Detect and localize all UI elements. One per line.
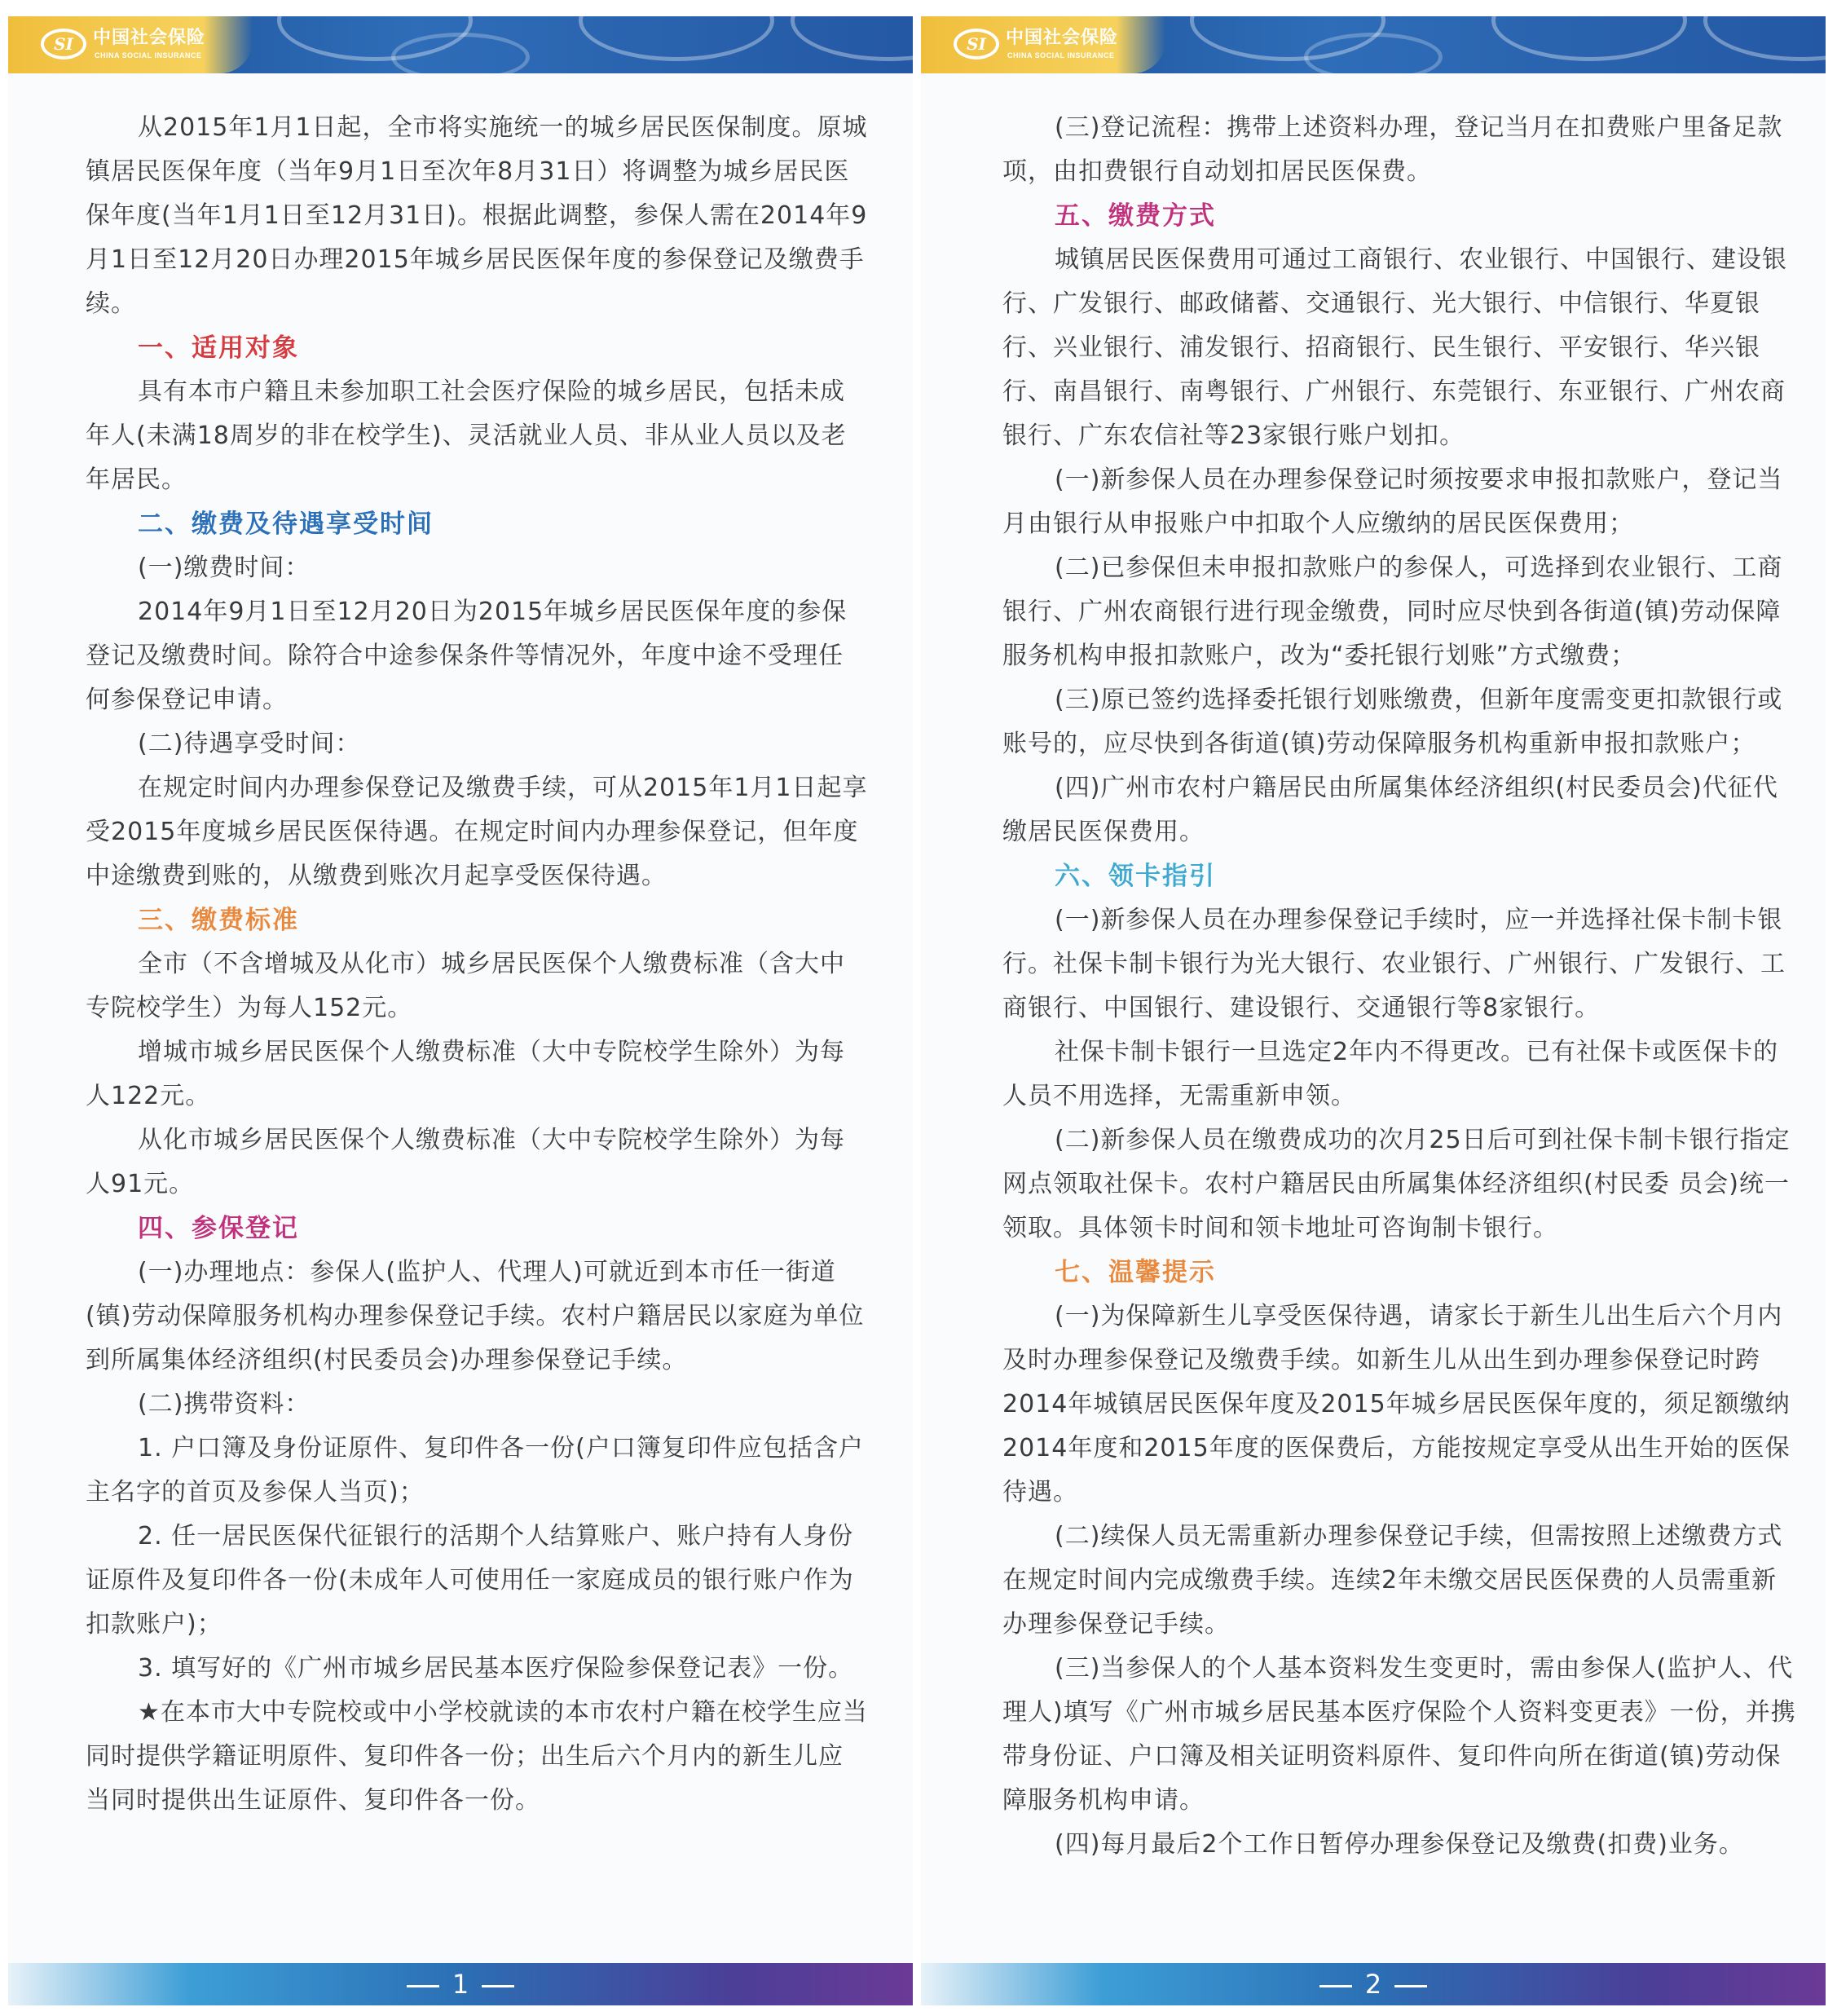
brand-name-en: CHINA SOCIAL INSURANCE: [1007, 51, 1115, 60]
brand-name-cn: 中国社会保险: [1006, 28, 1119, 48]
brand-name-cn: 中国社会保险: [93, 28, 206, 48]
section-heading-payment-standard: 三、缴费标准: [138, 906, 299, 935]
section-heading-card-guide: 六、领卡指引: [1055, 862, 1216, 891]
document-item-1: 1. 户口簿及身份证原件、复印件各一份(户口簿复印件应包括含户主名字的首页及参保人当页)；: [86, 1434, 864, 1506]
page-1: [8, 16, 913, 2005]
si-logo-icon: SI: [41, 29, 86, 60]
payment-method-item-2: (二)已参保但未申报扣款账户的参保人，可选择到农业银行、工商银行、广州农商银行进行现金缴费，同时应尽快到各街道(镇)劳动保障服务机构申报扣款账户，改为“委托银行划账”方式缴费；: [1002, 554, 1783, 670]
section-heading-eligibility: 一、适用对象: [138, 333, 299, 363]
payment-method-item-4: (四)广州市农村户籍居民由所属集体经济组织(村民委员会)代征代缴居民医保费用。: [1002, 774, 1778, 846]
subheading-payment-time: (一)缴费时间：: [138, 554, 311, 582]
page-header: [8, 16, 913, 73]
page-number-dash: [1394, 1985, 1427, 1987]
tip-item-3: (三)当参保人的个人基本资料发生变更时，需由参保人(监护人、代理人)填写《广州市城乡居民基本医疗保险个人资料变更表》一份，并携带身份证、户口簿及相关证明资料原件、复印件向所在街道(镇)劳动保障服务机构申请。: [1002, 1654, 1796, 1815]
section-heading-registration: 四、参保登记: [138, 1214, 299, 1243]
page-number: [8, 1970, 913, 1999]
page-2: [921, 16, 1826, 2005]
intro-paragraph: 从2015年1月1日起，全市将实施统一的城乡居民医保制度。原城镇居民医保年度（当年9月1日至次年8月31日）将调整为城乡居民医保年度(当年1月1日至12月31日)。根据此调整，参保人需在2014年9月1日至12月20日办理2015年城乡居民医保年度的参保登记及缴费手续。: [86, 113, 868, 318]
header-swoosh-decoration: [579, 16, 774, 61]
subheading-benefit-time: (二)待遇享受时间：: [138, 730, 361, 758]
registration-location-paragraph: (一)办理地点：参保人(监护人、代理人)可就近到本市任一街道(镇)劳动保障服务机构办理参保登记手续。农村户籍居民以家庭为单位到所属集体经济组织(村民委员会)办理参保登记手续。: [86, 1258, 865, 1374]
page-number: [921, 1970, 1826, 1999]
header-swoosh-decoration: [1491, 16, 1687, 61]
page-number-dash: [1319, 1985, 1352, 1987]
si-logo-icon: SI: [954, 29, 999, 60]
card-guide-item-1: (一)新参保人员在办理参保登记手续时，应一并选择社保卡制卡银行。社保卡制卡银行为光大银行、农业银行、广州银行、广发银行、工商银行、中国银行、建设银行、交通银行等8家银行。: [1002, 906, 1786, 1022]
logo-band: [921, 16, 1165, 73]
section-heading-tips: 七、温馨提示: [1055, 1258, 1216, 1287]
document-item-2: 2. 任一居民医保代征银行的活期个人结算账户、账户持有人身份证原件及复印件各一份(未成年人可使用任一家庭成员的银行账户作为扣款账户)；: [86, 1522, 854, 1639]
logo-band: [8, 16, 253, 73]
page-number-value: 1: [452, 1969, 469, 2000]
page-header: [921, 16, 1826, 73]
tip-item-4: (四)每月最后2个工作日暂停办理参保登记及缴费(扣费)业务。: [1055, 1830, 1744, 1859]
standard-conghua-paragraph: 从化市城乡居民医保个人缴费标准（大中专院校学生除外）为每人91元。: [86, 1126, 845, 1198]
payment-method-item-3: (三)原已签约选择委托银行划账缴费，但新年度需变更扣款银行或账号的，应尽快到各街道(镇)劳动保障服务机构重新申报扣款账户；: [1002, 686, 1783, 758]
payment-time-paragraph: 2014年9月1日至12月20日为2015年城乡居民医保年度的参保登记及缴费时间。除符合中途参保条件等情况外，年度中途不受理任何参保登记申请。: [86, 598, 848, 714]
page-number-dash: [482, 1985, 514, 1987]
eligibility-paragraph: 具有本市户籍且未参加职工社会医疗保险的城乡居民，包括未成年人(未满18周岁的非在校学生)、灵活就业人员、非从业人员以及老年居民。: [86, 377, 847, 494]
registration-process-paragraph: (三)登记流程：携带上述资料办理，登记当月在扣费账户里备足款项，由扣费银行自动划扣居民医保费。: [1002, 113, 1783, 186]
standard-citywide-paragraph: 全市（不含增城及从化市）城乡居民医保个人缴费标准（含大中专院校学生）为每人152元。: [86, 950, 845, 1022]
card-guide-note: 社保卡制卡银行一旦选定2年内不得更改。已有社保卡或医保卡的人员不用选择，无需重新申领。: [1002, 1038, 1779, 1110]
page-number-dash: [407, 1985, 439, 1987]
document-item-3: 3. 填写好的《广州市城乡居民基本医疗保险参保登记表》一份。: [138, 1654, 854, 1683]
standard-zengcheng-paragraph: 增城市城乡居民医保个人缴费标准（大中专院校学生除外）为每人122元。: [86, 1038, 845, 1110]
header-swoosh-decoration: [391, 33, 530, 73]
header-swoosh-decoration: [1703, 16, 1826, 61]
student-note-paragraph: ★在本市大中专院校或中小学校就读的本市农村户籍在校学生应当同时提供学籍证明原件、复印件各一份；出生后六个月内的新生儿应当同时提供出生证原件、复印件各一份。: [86, 1698, 868, 1815]
tip-item-2: (二)续保人员无需重新办理参保登记手续，但需按照上述缴费方式在规定时间内完成缴费手续。连续2年未缴交居民医保费的人员需重新办理参保登记手续。: [1002, 1522, 1783, 1639]
subheading-documents: (二)携带资料：: [138, 1390, 311, 1418]
page-number-value: 2: [1364, 1969, 1382, 2000]
page-footer: [921, 1963, 1826, 2005]
benefit-time-paragraph: 在规定时间内办理参保登记及缴费手续，可从2015年1月1日起享受2015年度城乡居民医保待遇。在规定时间内办理参保登记，但年度中途缴费到账的，从缴费到账次月起享受医保待遇。: [86, 774, 868, 890]
section-heading-payment-time: 二、缴费及待遇享受时间: [138, 510, 434, 539]
card-guide-item-2: (二)新参保人员在缴费成功的次月25日后可到社保卡制卡银行指定网点领取社保卡。农村户籍居民由所属集体经济组织(村民委 员会)统一领取。具体领卡时间和领卡地址可咨询制卡银行。: [1002, 1126, 1791, 1242]
brand-name-en: CHINA SOCIAL INSURANCE: [95, 51, 202, 60]
banks-paragraph: 城镇居民医保费用可通过工商银行、农业银行、中国银行、建设银行、广发银行、邮政储蓄、交通银行、光大银行、中信银行、华夏银行、兴业银行、浦发银行、招商银行、民生银行、平安银行、华兴银行、南昌银行、南粤银行、广州银行、东莞银行、东亚银行、广州农商银行、广东农信社等23家银行账户划扣。: [1002, 245, 1787, 450]
header-swoosh-decoration: [1304, 33, 1443, 73]
tip-item-1: (一)为保障新生儿享受医保待遇，请家长于新生儿出生后六个月内及时办理参保登记及缴费手续。如新生儿从出生到办理参保登记时跨2014年城镇居民医保年度及2015年城乡居民医保年度的，须足额缴纳2014年度和2015年度的医保费后，方能按规定享受从出生开始的医保待遇。: [1002, 1302, 1791, 1506]
section-heading-payment-method: 五、缴费方式: [1055, 201, 1216, 231]
page-footer: [8, 1963, 913, 2005]
payment-method-item-1: (一)新参保人员在办理参保登记时须按要求申报扣款账户，登记当月由银行从申报账户中扣取个人应缴纳的居民医保费用；: [1002, 465, 1783, 538]
header-swoosh-decoration: [791, 16, 913, 61]
page-2-body: [1002, 106, 1801, 1867]
page-1-body: [86, 106, 868, 1823]
